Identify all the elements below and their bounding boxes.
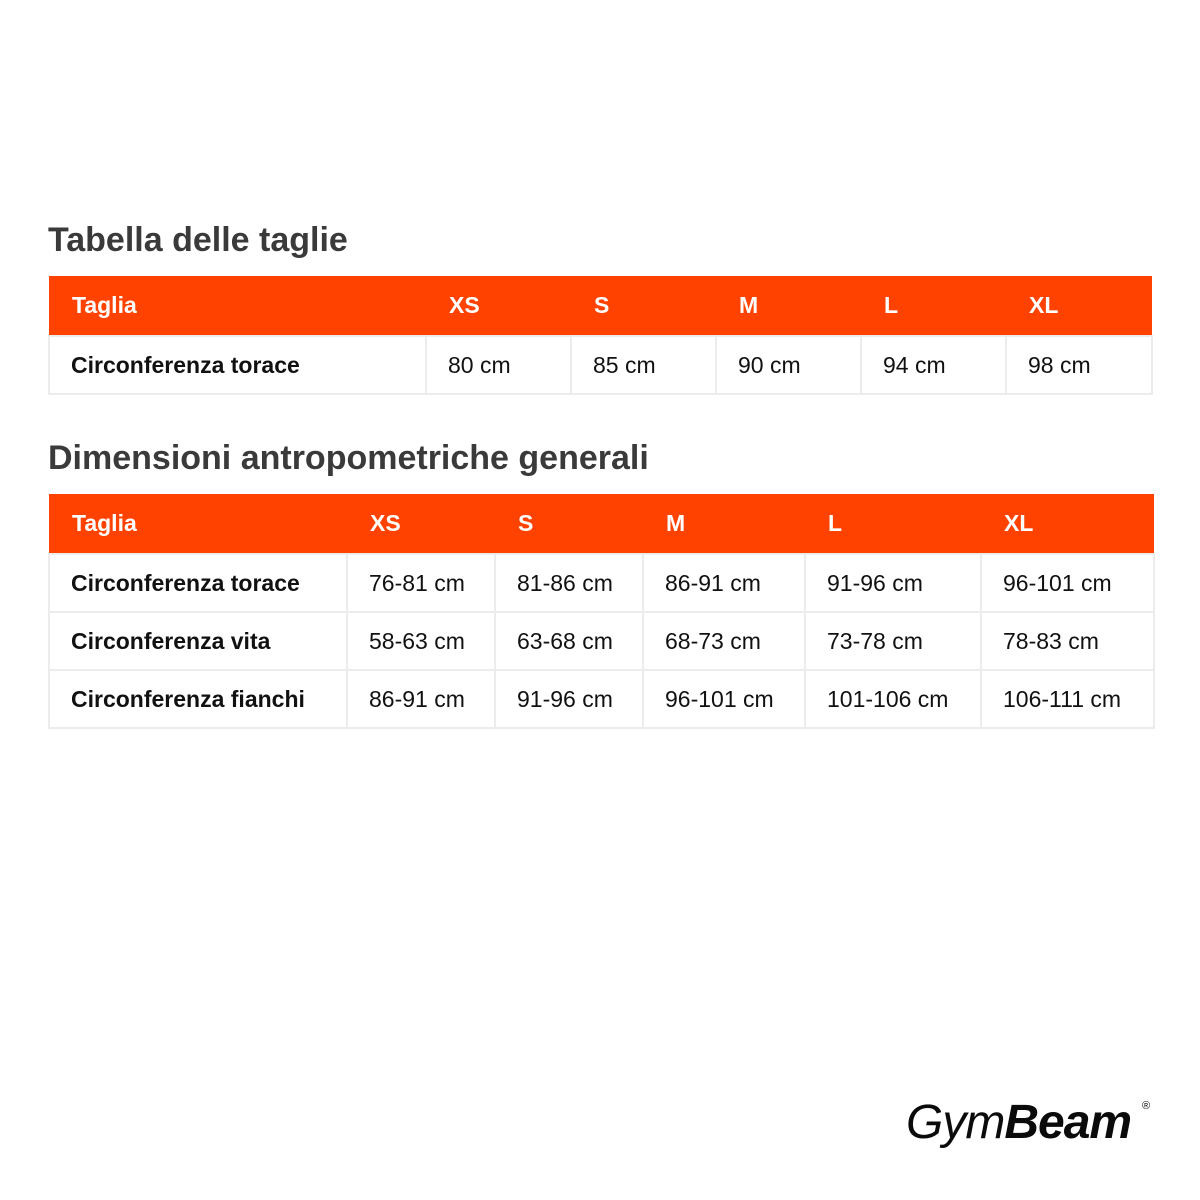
logo-text-gym: Gym [906, 1096, 1005, 1149]
table-header-row [49, 276, 1152, 336]
table-cell: 81-86 cm [495, 554, 643, 612]
anthropometric-table-title: Dimensioni antropometriche generali [48, 439, 649, 477]
table-cell: 98 cm [1006, 336, 1152, 394]
header-cell-s: S [495, 494, 643, 554]
registered-mark: ® [1142, 1100, 1151, 1112]
table-cell: 101-106 cm [805, 670, 981, 728]
table-cell: 86-91 cm [643, 554, 805, 612]
table-cell: 63-68 cm [495, 612, 643, 670]
table-cell: 85 cm [571, 336, 716, 394]
header-cell-m: M [716, 276, 861, 336]
header-cell-xs: XS [347, 494, 495, 554]
table-row [49, 612, 1154, 670]
table-cell: 94 cm [861, 336, 1006, 394]
row-label-chest: Circonferenza torace [49, 336, 426, 394]
table-cell: 86-91 cm [347, 670, 495, 728]
row-label-waist: Circonferenza vita [49, 612, 347, 670]
table-row [49, 554, 1154, 612]
header-cell-size: Taglia [49, 494, 347, 554]
table-cell: 76-81 cm [347, 554, 495, 612]
header-cell-m: M [643, 494, 805, 554]
table-cell: 58-63 cm [347, 612, 495, 670]
header-cell-xl: XL [1006, 276, 1152, 336]
header-cell-s: S [571, 276, 716, 336]
table-cell: 91-96 cm [805, 554, 981, 612]
table-cell: 68-73 cm [643, 612, 805, 670]
table-cell: 80 cm [426, 336, 571, 394]
table-cell: 96-101 cm [643, 670, 805, 728]
header-cell-xl: XL [981, 494, 1154, 554]
table-cell: 91-96 cm [495, 670, 643, 728]
header-cell-l: L [861, 276, 1006, 336]
table-cell: 73-78 cm [805, 612, 981, 670]
table-cell: 90 cm [716, 336, 861, 394]
size-table-title: Tabella delle taglie [48, 221, 348, 259]
table-header-row [49, 494, 1154, 554]
logo-text-beam: Beam [1004, 1096, 1132, 1149]
table-cell: 78-83 cm [981, 612, 1154, 670]
row-label-chest: Circonferenza torace [49, 554, 347, 612]
header-cell-xs: XS [426, 276, 571, 336]
header-cell-l: L [805, 494, 981, 554]
table-row [49, 670, 1154, 728]
row-label-hips: Circonferenza fianchi [49, 670, 347, 728]
size-table [48, 276, 1153, 395]
table-cell: 96-101 cm [981, 554, 1154, 612]
gymbeam-logo [906, 1093, 1156, 1153]
table-cell: 106-111 cm [981, 670, 1154, 728]
header-cell-size: Taglia [49, 276, 426, 336]
anthropometric-table [48, 494, 1155, 729]
table-row [49, 336, 1152, 394]
